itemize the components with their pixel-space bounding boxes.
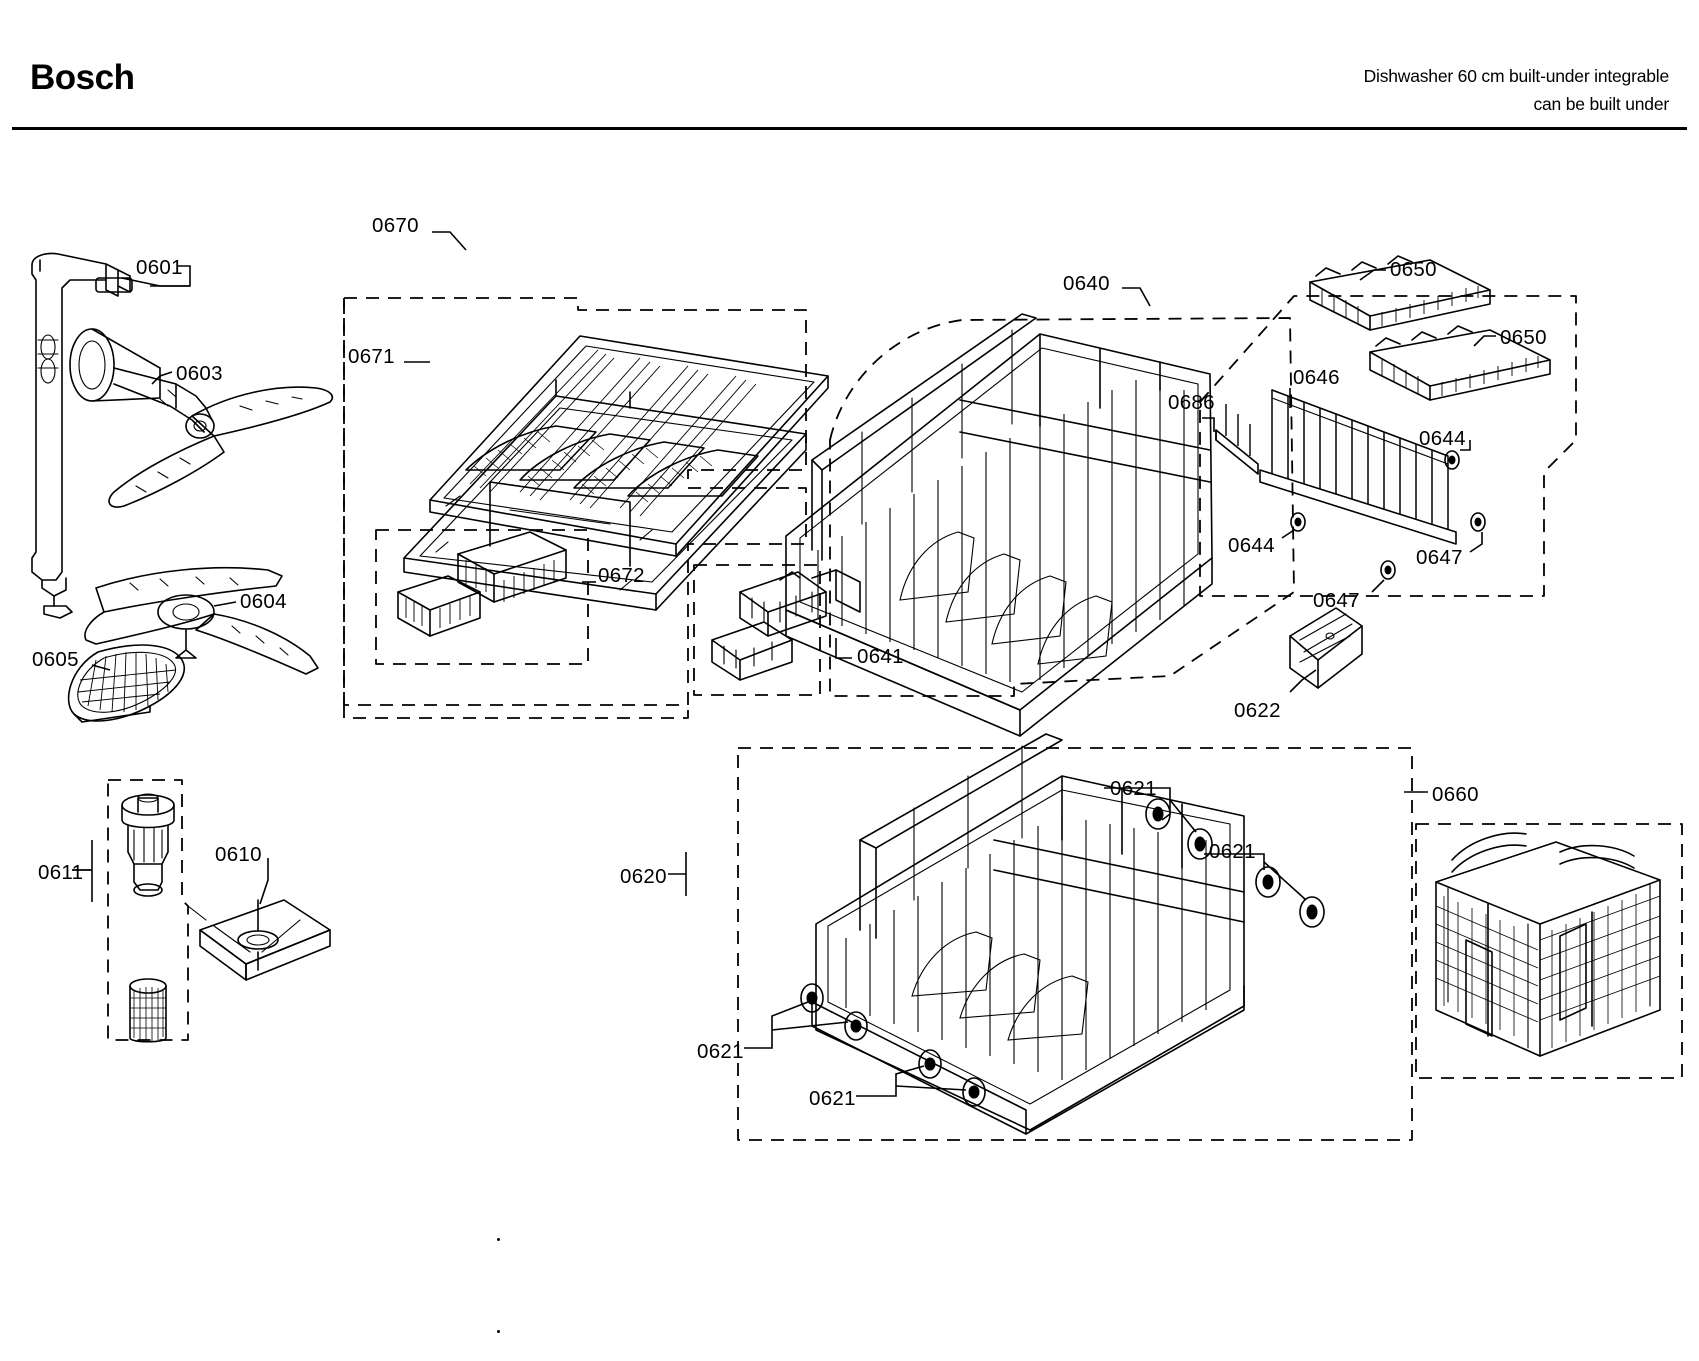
- callout-0621-c: 0621: [697, 1040, 744, 1063]
- part-group-0611-0610: [108, 780, 330, 1042]
- callout-0650-lower: 0650: [1500, 326, 1547, 349]
- callout-0671: 0671: [348, 345, 395, 368]
- exploded-parts-diagram: [0, 140, 1699, 1320]
- callout-0646: 0646: [1293, 366, 1340, 389]
- part-group-0601-0603: [32, 253, 332, 618]
- callout-0686: 0686: [1168, 391, 1215, 414]
- callout-0601: 0601: [136, 256, 183, 279]
- callout-0670: 0670: [372, 214, 419, 237]
- page-mark-lower: [497, 1330, 500, 1333]
- model-description: [1364, 62, 1669, 118]
- callout-0647-bottom: 0647: [1313, 589, 1360, 612]
- callout-0660: 0660: [1432, 783, 1479, 806]
- part-group-0640: [676, 306, 1294, 700]
- callout-0621-b: 0621: [1209, 840, 1256, 863]
- callout-0610: 0610: [215, 843, 262, 866]
- callout-0620: 0620: [620, 865, 667, 888]
- callout-0644-lower: 0644: [1228, 534, 1275, 557]
- callout-0650-upper: 0650: [1390, 258, 1437, 281]
- callout-0672: 0672: [598, 564, 645, 587]
- callout-0644-upper: 0644: [1419, 427, 1466, 450]
- callout-0605: 0605: [32, 648, 79, 671]
- callout-0611: 0611: [38, 861, 84, 884]
- callout-0621-d: 0621: [809, 1087, 856, 1110]
- part-group-0620: [738, 748, 1412, 1140]
- part-group-0672: [376, 530, 588, 664]
- callout-0621-a: 0621: [1110, 777, 1157, 800]
- callout-0640: 0640: [1063, 272, 1110, 295]
- brand-logo: Bosch: [30, 58, 135, 97]
- part-group-0605: [69, 645, 185, 722]
- callout-0622: 0622: [1234, 699, 1281, 722]
- callout-0603: 0603: [176, 362, 223, 385]
- part-group-0604: [85, 568, 318, 674]
- page-mark-upper: [497, 1238, 500, 1241]
- model-description-line-2: can be built under: [1533, 94, 1669, 114]
- part-0660-cutlery-basket: [1436, 833, 1660, 1056]
- model-description-line-1: Dishwasher 60 cm built-under integrable: [1363, 66, 1669, 86]
- part-0620-lower-basket: [801, 734, 1324, 1152]
- callout-0641: 0641: [857, 645, 904, 668]
- callout-0647-right: 0647: [1416, 546, 1463, 569]
- header-divider: [12, 127, 1687, 130]
- part-0640-upper-basket: [786, 314, 1212, 736]
- part-0622-handle: [1290, 608, 1362, 688]
- callout-0604: 0604: [240, 590, 287, 613]
